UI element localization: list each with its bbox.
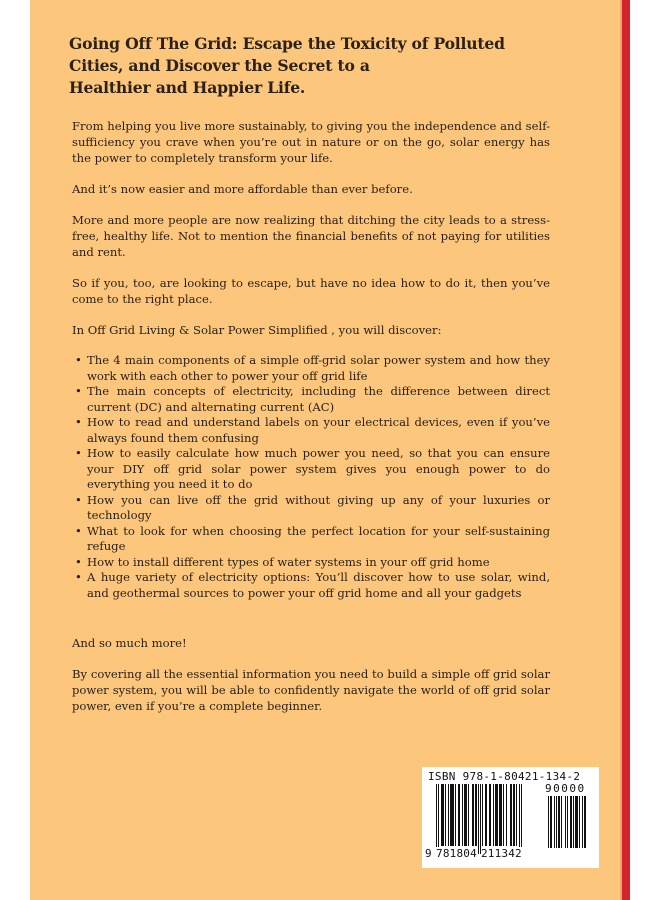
headline-line-2: Cities, and Discover the Secret to a xyxy=(69,56,370,75)
feature-list-item: • The main concepts of electricity, including the difference between direct current (DC) and alternating current (AC) xyxy=(75,384,550,414)
barcode-bar xyxy=(584,796,586,848)
barcode-digit-group-2: 211342 xyxy=(480,847,522,860)
bullet-icon: • xyxy=(75,570,82,584)
headline-line-3: Healthier and Happier Life. xyxy=(69,78,306,97)
headline xyxy=(69,33,550,99)
bullet-icon: • xyxy=(75,446,82,460)
bullet-icon: • xyxy=(75,353,82,367)
feature-list-item: • How you can live off the grid without giving up any of your luxuries or technology xyxy=(75,492,550,522)
isbn-barcode xyxy=(422,767,599,868)
price-addon-code: 90000 xyxy=(545,782,586,795)
bullet-icon: • xyxy=(75,384,82,398)
bullet-icon: • xyxy=(75,492,82,507)
feature-list-item: • How to easily calculate how much power you need, so that you can ensure your DIY off grid solar power system gives you enough power to do everything you need it to do xyxy=(75,446,550,491)
spine-edge-stripe xyxy=(622,0,630,900)
ean13-bars xyxy=(436,784,540,854)
feature-list-item: • A huge variety of electricity options: You’ll discover how to use solar, wind, and geothermal sources to power your off grid home and all your gadgets xyxy=(75,570,550,600)
intro-paragraph: From helping you live more sustainably, to giving you the independence and self-sufficiency you crave when you’re out in nature or on the go, solar energy has the power to completely transform your life. xyxy=(72,119,550,165)
so-much-more-paragraph: And so much more! xyxy=(72,636,187,650)
closing-paragraph: By covering all the essential information you need to build a simple off grid solar power system, you will be able to confidently navigate the world of off grid solar power, even if you’re a complete beginner. xyxy=(72,667,550,713)
barcode-bar xyxy=(521,784,522,854)
addon-bars xyxy=(548,796,594,848)
bullet-icon: • xyxy=(75,415,82,429)
barcode-lead-digit: 9 xyxy=(425,847,435,860)
isbn-label: ISBN 978-1-80421-134-2 xyxy=(428,770,581,783)
feature-list-item: • The 4 main components of a simple off-grid solar power system and how they work with each other to power your off grid life xyxy=(75,353,550,383)
back-cover-content xyxy=(69,33,550,714)
feature-list-item: • How to read and understand labels on your electrical devices, even if you’ve always found them confusing xyxy=(75,415,550,445)
bullet-icon: • xyxy=(75,523,82,538)
feature-list-item: • How to install different types of water systems in your off grid home xyxy=(75,554,490,569)
discover-paragraph: In Off Grid Living & Solar Power Simplified , you will discover: xyxy=(72,323,442,337)
bullet-icon: • xyxy=(75,554,82,569)
feature-list-item: • What to look for when choosing the perfect location for your self-sustaining refuge xyxy=(75,523,550,553)
headline-line-1: Going Off The Grid: Escape the Toxicity of Polluted xyxy=(69,34,505,53)
barcode-digits xyxy=(425,847,522,860)
barcode-digit-group-1: 781804 xyxy=(436,847,477,860)
city-paragraph: More and more people are now realizing that ditching the city leads to a stress-free, healthy life. Not to mention the financial benefits of not paying for utilities and rent. xyxy=(72,213,550,259)
feature-list xyxy=(72,353,550,601)
escape-paragraph: So if you, too, are looking to escape, but have no idea how to do it, then you’ve come to the right place. xyxy=(72,276,550,306)
affordable-paragraph: And it’s now easier and more affordable than ever before. xyxy=(72,182,413,196)
